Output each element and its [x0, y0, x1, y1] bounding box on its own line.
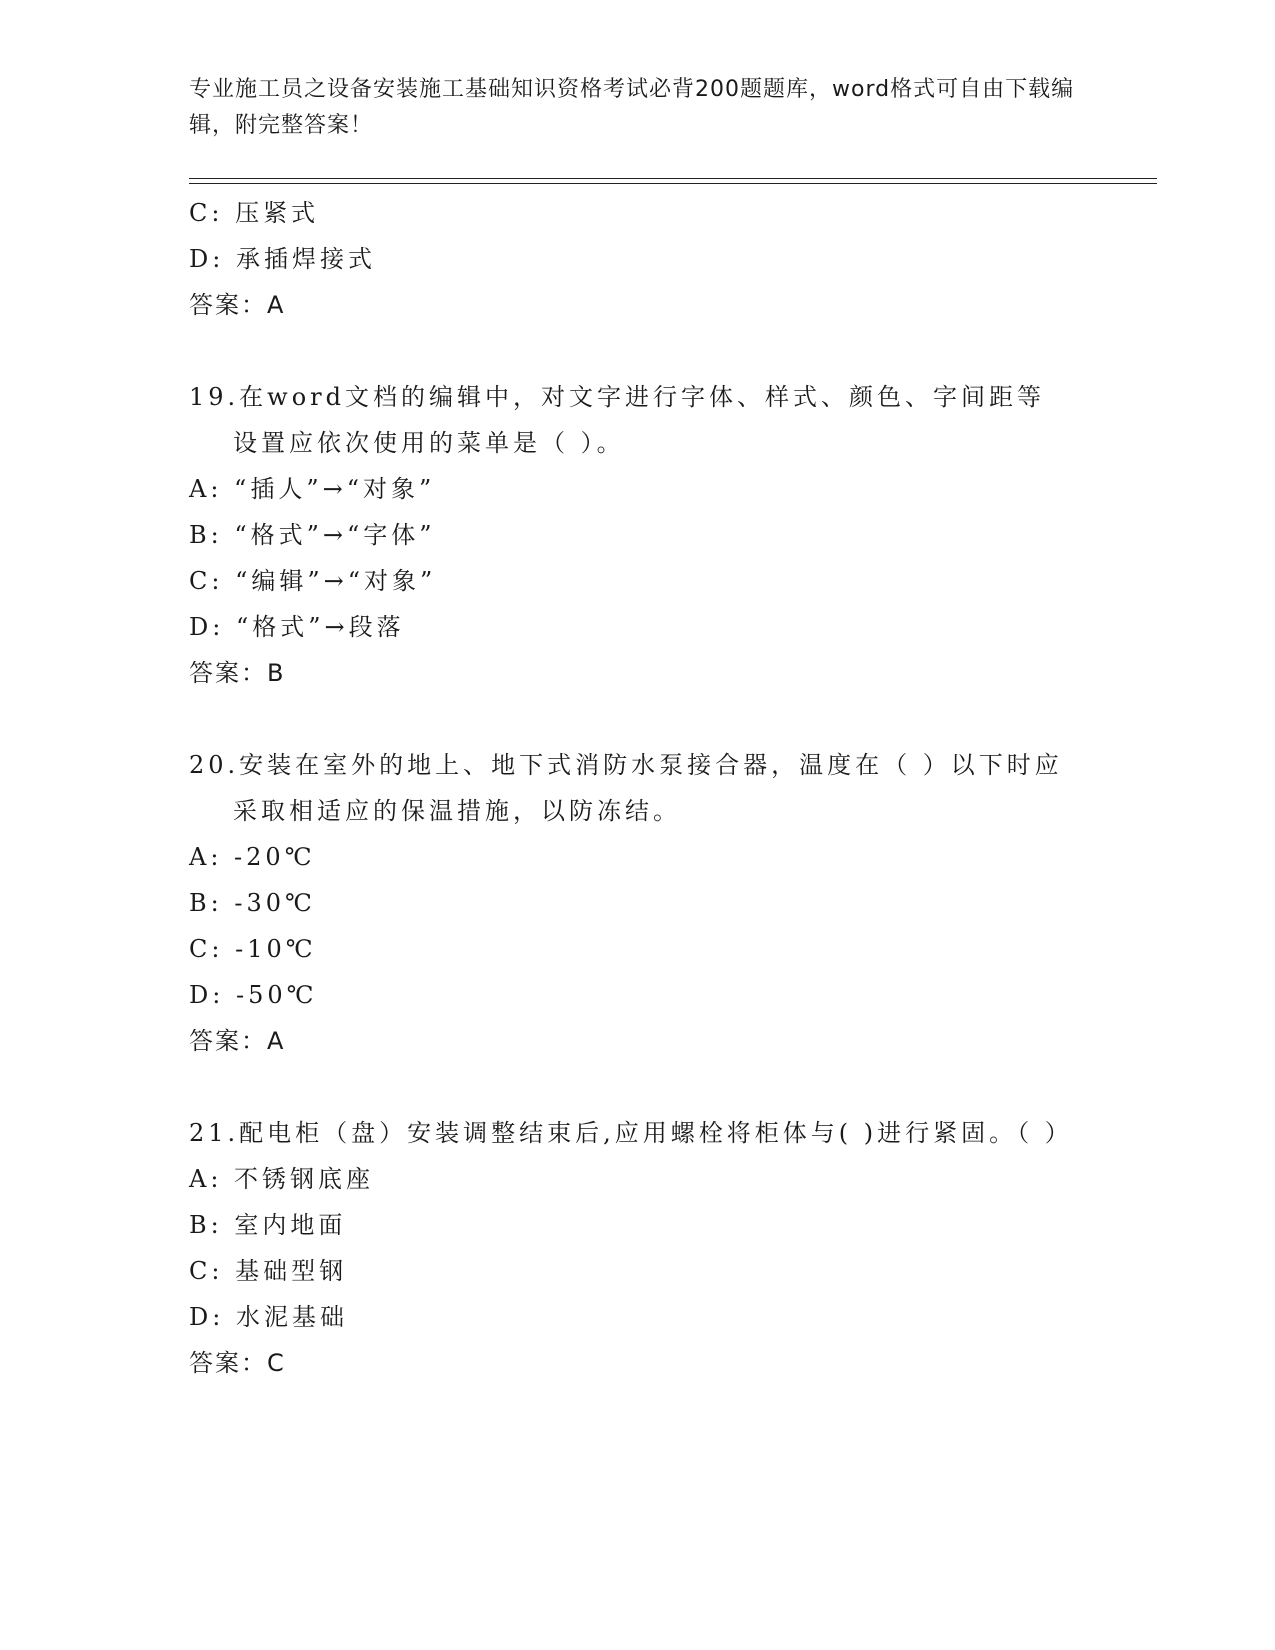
header-divider-bottom: [189, 183, 1157, 184]
question-text: 21.配电柜（盘）安装调整结束后,应用螺栓将柜体与( )进行紧固。（ ）: [189, 1119, 1073, 1147]
question-19: [189, 374, 1069, 696]
option-a: A: 不锈钢底座: [189, 1165, 375, 1193]
question-20: [189, 742, 1069, 1064]
option-a: A: -20℃: [189, 843, 316, 871]
option-d: D: “格式”→段落: [189, 613, 405, 641]
answer-line: 答案：C: [189, 1349, 286, 1377]
option-c: C: 基础型钢: [189, 1257, 348, 1285]
option-b: B: 室内地面: [189, 1211, 347, 1239]
option-b: B: -30℃: [189, 889, 316, 917]
option-c: C: 压紧式: [189, 199, 320, 227]
spacer: [189, 328, 1069, 374]
spacer: [189, 696, 1069, 742]
question-21: [189, 1110, 1073, 1386]
option-a: A: “插人”→“对象”: [189, 475, 436, 503]
answer-line: 答案：A: [189, 291, 286, 319]
spacer: [189, 1064, 1069, 1110]
answer-line: 答案：A: [189, 1027, 286, 1055]
document-body: [189, 190, 1073, 1386]
answer-line: 答案：B: [189, 659, 286, 687]
question-text: 20.安装在室外的地上、地下式消防水泵接合器，温度在（ ）以下时应采取相适应的保温措施，以防冻结。: [189, 751, 1063, 825]
option-d: D: -50℃: [189, 981, 318, 1009]
option-d: D: 承插焊接式: [189, 245, 376, 273]
document-header: 专业施工员之设备安装施工基础知识资格考试必背200题题库，word格式可自由下载编辑，附完整答案！: [189, 77, 1075, 138]
carryover-question: [189, 190, 1069, 328]
option-c: C: “编辑”→“对象”: [189, 567, 437, 595]
header-divider-top: [189, 178, 1157, 179]
question-text: 19.在word文档的编辑中，对文字进行字体、样式、颜色、字间距等设置应依次使用的菜单是（ ）。: [189, 383, 1045, 457]
option-c: C: -10℃: [189, 935, 317, 963]
option-d: D: 水泥基础: [189, 1303, 348, 1331]
option-b: B: “格式”→“字体”: [189, 521, 436, 549]
